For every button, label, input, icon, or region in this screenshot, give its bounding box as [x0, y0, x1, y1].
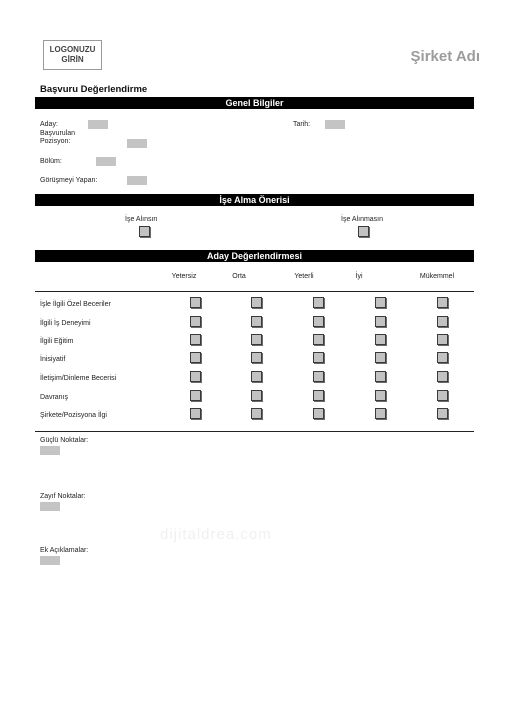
checkbox-initiative-good[interactable] [375, 352, 386, 363]
date-field[interactable] [325, 120, 345, 129]
no-hire-label: İşe Alınmasın [341, 216, 384, 223]
checkbox-communication-average[interactable] [251, 371, 262, 382]
no-hire-checkbox[interactable] [358, 226, 369, 237]
logo-text-line1: LOGONUZU [49, 45, 96, 54]
position-label-line1: Başvurulan [40, 130, 76, 137]
logo-text-line2: GİRİN [61, 55, 84, 64]
checkbox-education-sufficient[interactable] [313, 334, 324, 345]
checkbox-job-skills-average[interactable] [251, 297, 262, 308]
row-label-behavior: Davranış [40, 394, 69, 401]
checkbox-experience-sufficient[interactable] [313, 316, 324, 327]
watermark: dijitaldrea.com [160, 526, 272, 543]
column-header-insufficient: Yetersiz [171, 273, 197, 280]
column-header-average: Orta [232, 273, 246, 280]
row-label-initiative: İnisiyatif [40, 356, 66, 363]
checkbox-initiative-average[interactable] [251, 352, 262, 363]
hire-checkbox[interactable] [139, 226, 150, 237]
checkbox-interest-good[interactable] [375, 408, 386, 419]
position-field[interactable] [127, 139, 147, 148]
section-header-hiring: İşe Alma Önerisi [35, 194, 474, 206]
checkbox-behavior-insufficient[interactable] [190, 390, 201, 401]
checkbox-initiative-sufficient[interactable] [313, 352, 324, 363]
checkbox-job-skills-insufficient[interactable] [190, 297, 201, 308]
section-header-general: Genel Bilgiler [35, 97, 474, 109]
checkbox-education-insufficient[interactable] [190, 334, 201, 345]
additional-notes-label: Ek Açıklamalar: [40, 547, 89, 554]
department-label: Bölüm: [40, 158, 62, 165]
strengths-field[interactable] [40, 446, 60, 455]
checkbox-initiative-excellent[interactable] [437, 352, 448, 363]
weaknesses-field[interactable] [40, 502, 60, 511]
checkbox-communication-excellent[interactable] [437, 371, 448, 382]
checkbox-behavior-sufficient[interactable] [313, 390, 324, 401]
row-label-education: İlgili Eğitim [40, 338, 74, 345]
interviewer-label: Görüşmeyi Yapan: [40, 177, 98, 184]
hire-label: İşe Alınsın [125, 216, 158, 223]
checkbox-interest-average[interactable] [251, 408, 262, 419]
weaknesses-label: Zayıf Noktalar: [40, 493, 86, 500]
row-label-interest: Şirkete/Pozisyona İlgi [40, 412, 107, 419]
checkbox-behavior-good[interactable] [375, 390, 386, 401]
company-name: Şirket Adı [410, 48, 480, 65]
candidate-field[interactable] [88, 120, 108, 129]
section-header-evaluation: Aday Değerlendirmesi [35, 250, 474, 262]
checkbox-education-good[interactable] [375, 334, 386, 345]
document-title: Başvuru Değerlendirme [40, 84, 148, 95]
logo-placeholder [43, 40, 102, 70]
row-label-experience: İlgili İş Deneyimi [40, 320, 91, 327]
date-label: Tarih: [293, 121, 311, 128]
table-bottom-divider [35, 431, 474, 432]
checkbox-experience-average[interactable] [251, 316, 262, 327]
checkbox-communication-insufficient[interactable] [190, 371, 201, 382]
strengths-label: Güçlü Noktalar: [40, 437, 89, 444]
checkbox-behavior-excellent[interactable] [437, 390, 448, 401]
checkbox-initiative-insufficient[interactable] [190, 352, 201, 363]
checkbox-education-average[interactable] [251, 334, 262, 345]
checkbox-communication-good[interactable] [375, 371, 386, 382]
position-label-line2: Pozisyon: [40, 138, 71, 145]
checkbox-experience-good[interactable] [375, 316, 386, 327]
column-header-good: İyi [355, 273, 363, 280]
checkbox-job-skills-good[interactable] [375, 297, 386, 308]
checkbox-interest-excellent[interactable] [437, 408, 448, 419]
additional-notes-field[interactable] [40, 556, 60, 565]
table-top-divider [35, 291, 474, 292]
checkbox-interest-sufficient[interactable] [313, 408, 324, 419]
department-field[interactable] [96, 157, 116, 166]
interviewer-field[interactable] [127, 176, 147, 185]
checkbox-job-skills-excellent[interactable] [437, 297, 448, 308]
checkbox-behavior-average[interactable] [251, 390, 262, 401]
row-label-communication: İletişim/Dinleme Becerisi [40, 375, 117, 382]
column-header-excellent: Mükemmel [419, 273, 455, 280]
checkbox-communication-sufficient[interactable] [313, 371, 324, 382]
checkbox-interest-insufficient[interactable] [190, 408, 201, 419]
column-header-sufficient: Yeterli [294, 273, 314, 280]
checkbox-experience-insufficient[interactable] [190, 316, 201, 327]
checkbox-job-skills-sufficient[interactable] [313, 297, 324, 308]
candidate-label: Aday: [40, 121, 58, 128]
checkbox-experience-excellent[interactable] [437, 316, 448, 327]
row-label-job-skills: İşle İlgili Özel Beceriler [40, 301, 111, 308]
position-label [40, 130, 75, 146]
checkbox-education-excellent[interactable] [437, 334, 448, 345]
